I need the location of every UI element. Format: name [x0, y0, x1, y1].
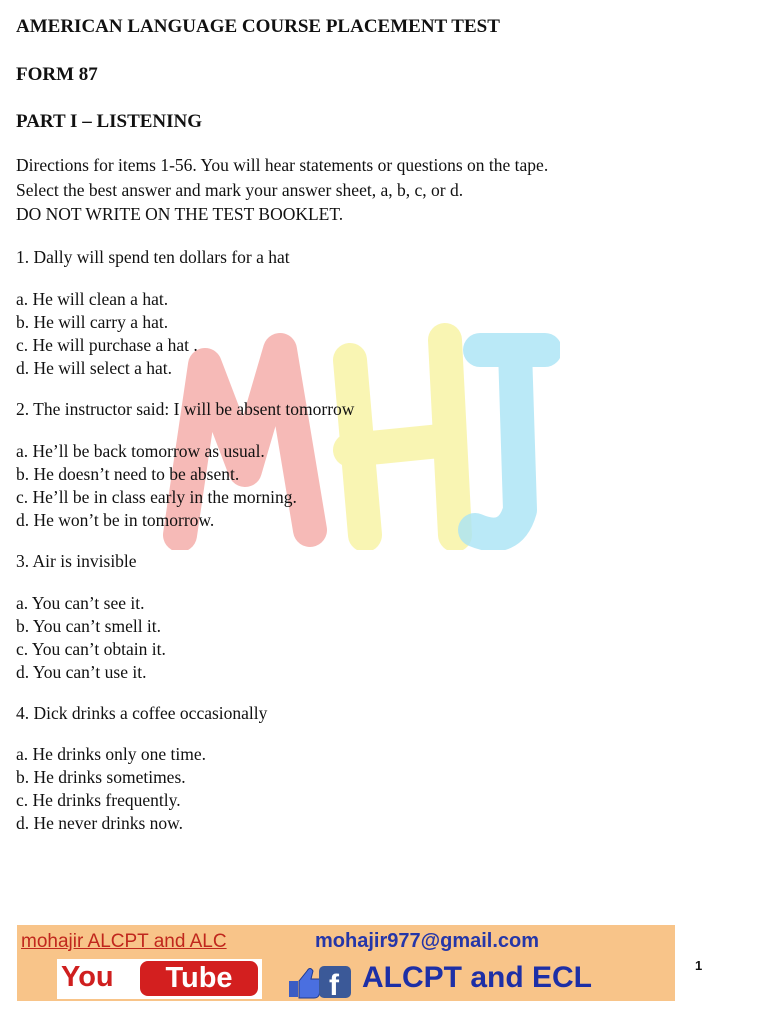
question-2-stem: 2. The instructor said: I will be absent tomorrow	[16, 399, 355, 419]
question-1-stem: 1. Dally will spend ten dollars for a hat	[16, 247, 290, 267]
question-1-option-b: b. He will carry a hat.	[16, 312, 169, 332]
brand-label: ALCPT and ECL	[362, 961, 592, 994]
youtube-logo-you: You	[61, 961, 114, 993]
question-1-option-c: c. He will purchase a hat .	[16, 335, 198, 355]
facebook-letter: f	[329, 969, 339, 999]
directions-line-1: Directions for items 1-56. You will hear statements or questions on the tape.	[16, 155, 549, 175]
facebook-like-icon[interactable]	[285, 963, 353, 999]
question-3-option-a: a. You can’t see it.	[16, 593, 145, 613]
question-3-option-b: b. You can’t smell it.	[16, 616, 162, 636]
question-4-stem: 4. Dick drinks a coffee occasionally	[16, 703, 268, 723]
question-2-option-b: b. He doesn’t need to be absent.	[16, 464, 240, 484]
directions-line-2: Select the best answer and mark your answer sheet, a, b, c, or d.	[16, 180, 464, 200]
question-4-option-d: d. He never drinks now.	[16, 813, 184, 833]
channel-link[interactable]: mohajir ALCPT and ALC	[21, 931, 227, 952]
question-2-option-d: d. He won’t be in tomorrow.	[16, 510, 215, 530]
test-title: AMERICAN LANGUAGE COURSE PLACEMENT TEST	[16, 16, 500, 37]
question-4-option-c: c. He drinks frequently.	[16, 790, 181, 810]
question-4-option-b: b. He drinks sometimes.	[16, 767, 186, 787]
youtube-logo-tube: Tube	[140, 961, 258, 996]
directions-line-3: DO NOT WRITE ON THE TEST BOOKLET.	[16, 204, 344, 224]
question-3-stem: 3. Air is invisible	[16, 551, 137, 571]
form-number: FORM 87	[16, 64, 98, 85]
question-4-option-a: a. He drinks only one time.	[16, 744, 207, 764]
question-2-option-a: a. He’ll be back tomorrow as usual.	[16, 441, 265, 461]
page-number: 1	[695, 958, 703, 973]
contact-email[interactable]: mohajir977@gmail.com	[315, 930, 540, 952]
question-2-option-c: c. He’ll be in class early in the morning.	[16, 487, 297, 507]
question-1-option-a: a. He will clean a hat.	[16, 289, 169, 309]
part-heading: PART I – LISTENING	[16, 111, 203, 132]
youtube-logo[interactable]	[57, 959, 262, 999]
footer-banner	[17, 925, 675, 1001]
question-3-option-c: c. You can’t obtain it.	[16, 639, 166, 659]
question-3-option-d: d. You can’t use it.	[16, 662, 147, 682]
question-1-option-d: d. He will select a hat.	[16, 358, 172, 378]
